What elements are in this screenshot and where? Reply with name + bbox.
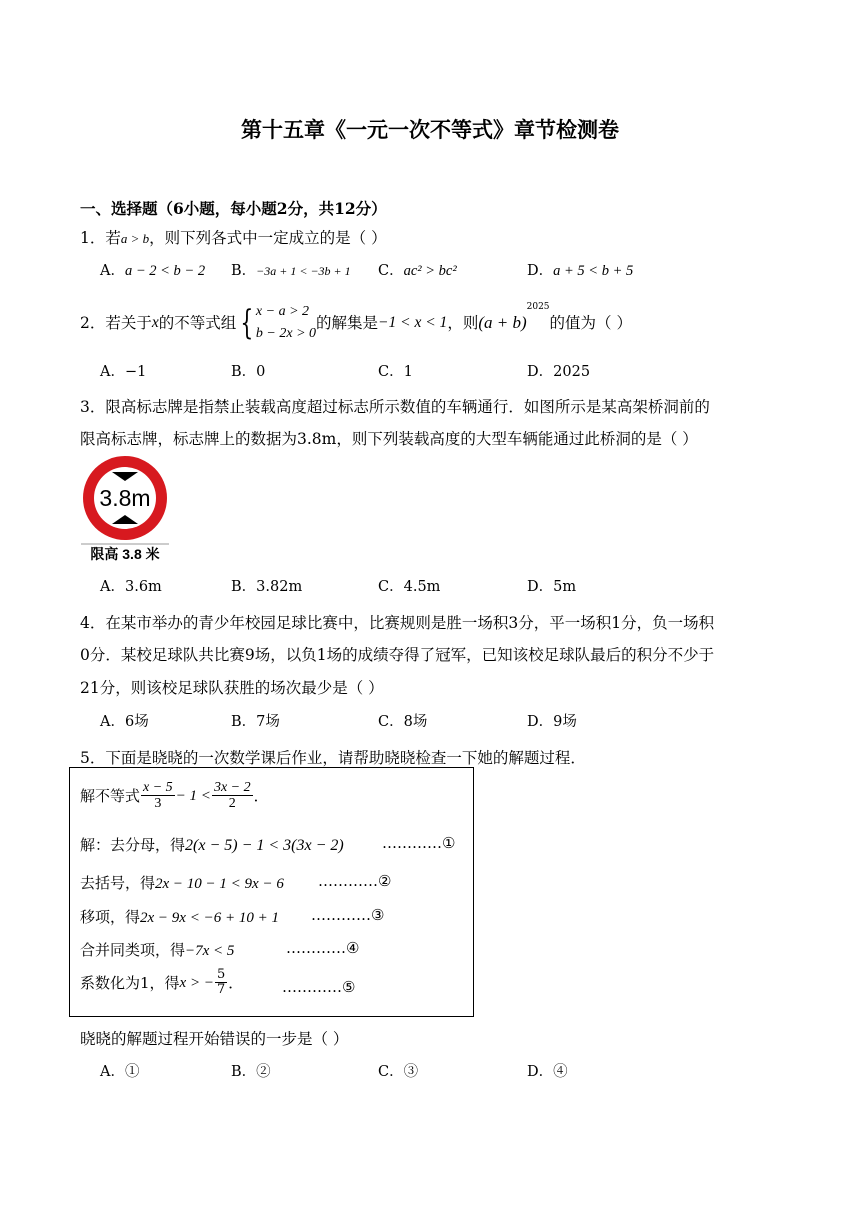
option-text: −3a + 1 < −3b + 1 <box>256 264 351 278</box>
box-step-2 <box>80 872 284 893</box>
question-2-stem <box>80 296 632 345</box>
option-letter: C． <box>378 714 404 730</box>
option-text: a − 2 < b − 2 <box>124 263 206 279</box>
fraction-2-denominator: 2 <box>228 796 236 812</box>
q1-condition: a > b <box>120 231 150 246</box>
fraction-1-denominator: 3 <box>154 796 162 812</box>
option-letter: C． <box>378 1064 404 1080</box>
q2-inequality-2: b − 2x > 0 <box>255 326 317 341</box>
q3-option-d[interactable] <box>527 575 576 596</box>
option-text: 5m <box>553 579 577 595</box>
solution-box <box>69 767 474 1017</box>
option-letter: D． <box>527 1064 554 1080</box>
q5-option-b[interactable] <box>231 1060 271 1081</box>
option-text: −1 <box>124 364 147 380</box>
step-3-label: 移项，得 <box>80 908 141 926</box>
q4-option-c[interactable] <box>378 710 427 731</box>
q2-system <box>256 301 316 345</box>
question-5-prompt: 晓晓的解题过程开始错误的一步是（ ） <box>80 1030 349 1048</box>
height-limit-sign-icon <box>79 455 171 563</box>
q4-option-b[interactable] <box>231 710 280 731</box>
fraction-1 <box>141 780 175 812</box>
option-letter: A． <box>100 1064 125 1080</box>
q2-solution-set: −1 < x < 1 <box>378 314 448 331</box>
question-4-line-3: 21分，则该校足球队获胜的场次最少是（ ） <box>80 679 384 697</box>
q3-option-a[interactable] <box>100 575 162 596</box>
option-text: 4.5m <box>403 579 441 595</box>
option-letter: C． <box>378 263 404 279</box>
option-text: 3.6m <box>124 579 162 595</box>
question-1-stem <box>80 226 387 248</box>
q1-option-b[interactable] <box>231 259 351 280</box>
option-text: ① <box>124 1064 140 1080</box>
box-problem-mid: − 1 < <box>175 787 211 804</box>
option-text: 6场 <box>124 714 149 730</box>
option-text: 1 <box>403 364 413 380</box>
step-5-label: 系数化为1，得 <box>80 973 180 992</box>
step-3-math: 2x − 9x < −6 + 10 + 1 <box>140 910 279 926</box>
option-text: 3.82m <box>256 579 303 595</box>
height-limit-sign <box>79 455 171 563</box>
box-problem <box>80 780 269 812</box>
step-2-math: 2x − 10 − 1 < 9x − 6 <box>155 876 284 892</box>
q4-option-d[interactable] <box>527 710 577 731</box>
fraction-1-numerator: x − 5 <box>143 780 173 795</box>
option-text: 8场 <box>403 714 428 730</box>
q2-prefix: 2．若关于 <box>80 314 152 332</box>
option-text: ② <box>256 1064 271 1080</box>
option-letter: D． <box>527 364 554 380</box>
box-step-5: 系数化为1，得x > − $\frac{5}{7}$ ． <box>80 967 244 998</box>
option-letter: D． <box>527 714 554 730</box>
q3-option-c[interactable] <box>378 575 440 596</box>
page-title: 第十五章《一元一次不等式》章节检测卷 <box>241 117 619 142</box>
option-letter: D． <box>527 263 554 279</box>
q3-option-b[interactable] <box>231 575 302 596</box>
q1-suffix: ，则下列各式中一定成立的是（ ） <box>149 229 387 247</box>
question-5-line-1: 5．下面是晓晓的一次数学课后作业，请帮助晓晓检查一下她的解题过程． <box>80 749 586 767</box>
step-4-math: −7x < 5 <box>185 943 235 959</box>
q2-mid3: ，则 <box>447 314 479 332</box>
step-4-label: 合并同类项，得 <box>80 941 186 959</box>
option-letter: C． <box>378 364 404 380</box>
option-text: ④ <box>553 1064 568 1080</box>
option-letter: A． <box>100 714 125 730</box>
step-5-marker: …………⑤ <box>282 978 356 996</box>
fraction-5-numerator: 5 <box>216 967 226 982</box>
box-step-1 <box>80 834 344 855</box>
q2-brace: { <box>240 303 254 343</box>
q1-prefix: 1．若 <box>80 229 121 247</box>
step-2-marker: …………② <box>318 872 392 890</box>
q4-option-a[interactable] <box>100 710 149 731</box>
option-text: 2025 <box>553 364 591 380</box>
question-4-line-2: 0分．某校足球队共比赛9场，以负1场的成绩夺得了冠军，已知该校足球队最后的积分不少于 <box>80 646 715 664</box>
fraction-2-numerator: 3x − 2 <box>213 780 251 795</box>
fraction-2 <box>212 780 253 812</box>
step-2-label: 去括号，得 <box>80 874 156 892</box>
option-letter: A． <box>100 364 125 380</box>
q2-mid: 的不等式组 <box>158 314 237 332</box>
q5-option-c[interactable] <box>378 1060 418 1081</box>
q1-option-d[interactable] <box>527 259 633 280</box>
question-4-line-1: 4．在某市举办的青少年校园足球比赛中，比赛规则是胜一场积3分，平一场积1分，负一场积 <box>80 614 715 632</box>
q2-option-a[interactable] <box>100 360 146 381</box>
option-text: ③ <box>403 1064 419 1080</box>
q2-exponent: 2025 <box>526 302 550 312</box>
fraction-5-denominator: 7 <box>216 982 226 998</box>
option-letter: B． <box>231 1064 257 1080</box>
section-heading: 一、选择题（6小题，每小题2分，共12分） <box>80 199 387 218</box>
step-4-marker: …………④ <box>286 939 360 957</box>
q2-suffix: 的值为（ ） <box>549 314 632 332</box>
q2-inequality-1: x − a > 2 <box>255 304 310 319</box>
question-3-line-2: 限高标志牌，标志牌上的数据为3.8m，则下列装载高度的大型车辆能通过此桥洞的是（ ） <box>80 430 698 448</box>
q2-mid2: 的解集是 <box>316 314 379 332</box>
option-text: 9场 <box>553 714 577 730</box>
step-1-marker: …………① <box>382 834 456 852</box>
option-letter: B． <box>231 579 257 595</box>
q2-option-b[interactable] <box>231 360 265 381</box>
sign-value: 3.8m <box>99 485 151 511</box>
step-3-marker: …………③ <box>311 906 385 924</box>
question-3-line-1: 3．限高标志牌是指禁止装载高度超过标志所示数值的车辆通行．如图所示是某高架桥洞前的 <box>80 398 710 416</box>
option-text: 7场 <box>256 714 280 730</box>
q5-option-d[interactable] <box>527 1060 568 1081</box>
step-1-math: 2(x − 5) − 1 < 3(3x − 2) <box>185 837 344 854</box>
box-step-4 <box>80 939 234 960</box>
option-letter: D． <box>527 579 554 595</box>
box-step-3 <box>80 906 279 927</box>
option-letter: B． <box>231 263 257 279</box>
fraction-5 <box>215 968 227 998</box>
q1-option-c[interactable] <box>378 259 457 280</box>
box-problem-prefix: 解不等式 <box>80 786 141 805</box>
option-text: a + 5 < b + 5 <box>553 263 634 279</box>
q1-option-a[interactable] <box>100 259 205 280</box>
step-5-math: x > − <box>179 974 214 991</box>
option-letter: C． <box>378 579 404 595</box>
option-letter: A． <box>100 263 125 279</box>
option-letter: A． <box>100 579 125 595</box>
q2-option-c[interactable] <box>378 360 413 381</box>
q2-option-d[interactable] <box>527 360 590 381</box>
option-letter: B． <box>231 714 257 730</box>
q2-expression: (a + b) <box>478 313 527 332</box>
sign-caption: 限高 3.8 米 <box>90 546 160 562</box>
box-problem-end: ． <box>253 786 269 805</box>
option-text: 0 <box>256 364 266 380</box>
q2-variable: x <box>151 314 159 331</box>
q5-option-a[interactable] <box>100 1060 139 1081</box>
option-text: ac² > bc² <box>403 263 457 279</box>
step-1-label: 解：去分母，得 <box>80 836 186 854</box>
option-letter: B． <box>231 364 257 380</box>
